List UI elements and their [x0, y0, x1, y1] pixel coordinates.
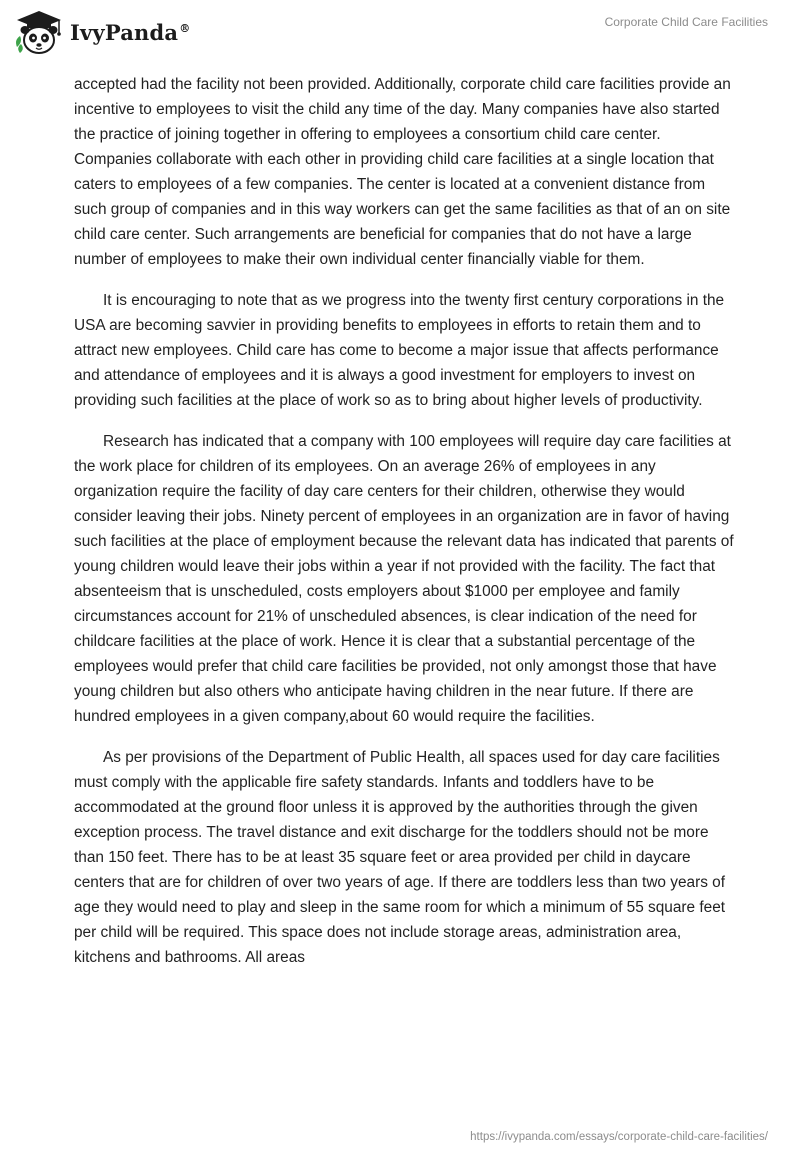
brand-name: [70, 20, 190, 45]
registered-mark: ®: [179, 21, 191, 35]
paragraph: Research has indicated that a company with 100 employees will require day care facilities at the work place for children of its employees. On an average 26% of employees in any organization require the facility of day care centers for their children, otherwise they would consider leaving their jobs. Ninety percent of employees in an organization are in favor of having such facilities at the place of employment because the relevant data has indicated that parents of young children would leave their jobs within a year if not provided with the facility. The fact that absenteeism that is unscheduled, costs employers about $1000 per employee and family circumstances account for 21% of unscheduled absences, is clear indication of the need for childcare facilities at the place of work. Hence it is clear that a substantial percentage of the employees would prefer that child care facilities be provided, not only amongst those that have young children but also others who anticipate having children in the near future. If there are hundred employees in a given company,about 60 would require the facilities.: [74, 433, 734, 725]
paragraph: As per provisions of the Department of Public Health, all spaces used for day care facilities must comply with the applicable fire safety standards. Infants and toddlers have to be accommodated at the ground floor unless it is approved by the authorities through the given exception process. The travel distance and exit discharge for the toddlers should not be more than 150 feet. There has to be at least 35 square feet or area provided per child in daycare centers that are for children of over two years of age. If there are toddlers less than two years of age they would need to play and sleep in the same room for which a minimum of 55 square feet per child will be required. This space does not include storage areas, administration area, kitchens and bathrooms. All areas: [74, 749, 726, 966]
source-url-link[interactable]: https://ivypanda.com/essays/corporate-child-care-facilities/: [470, 1131, 768, 1143]
paragraph: It is encouraging to note that as we progress into the twenty first century corporations in the USA are becoming savvier in providing benefits to employees in efforts to retain them and to attract new employees. Child care has come to become a major issue that affects performance and attendance of employees and it is always a good investment for employers to invest on providing such facilities at the place of work so as to bring about higher levels of productivity.: [74, 292, 725, 409]
page-header: [0, 0, 800, 60]
running-title: Corporate Child Care Facilities: [604, 15, 768, 29]
brand-name-text: IvyPanda: [70, 19, 179, 45]
brand-logo[interactable]: [14, 8, 190, 56]
paragraph-continued: accepted had the facility not been provided. Additionally, corporate child care facilities provide an incentive to employees to visit the child any time of the day. Many companies have also started the practice of joining together in offering to employees a consortium child care center. Companies collaborate with each other in providing child care facilities at a single location that caters to employees of a few companies. The center is located at a convenient distance from such group of companies and in this way workers can get the same facilities as that of an on site child care center. Such arrangements are beneficial for companies that do not have a large number of employees to make their own individual center financially viable for them.: [74, 76, 731, 268]
essay-body: [74, 72, 734, 986]
panda-graduate-icon: [14, 9, 64, 55]
